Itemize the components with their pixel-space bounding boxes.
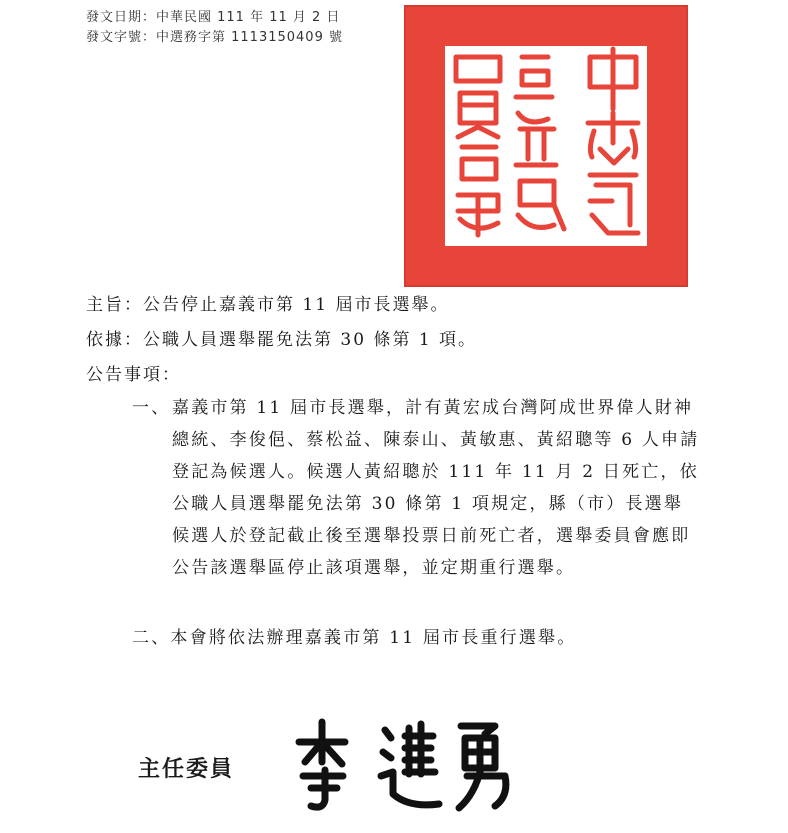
subject-line: 主旨：公告停止嘉義市第 11 屆市長選舉。 — [86, 295, 450, 315]
items-heading: 公告事項： — [86, 365, 181, 385]
item-number: 一、 — [132, 398, 171, 418]
basis-line: 依據：公職人員選舉罷免法第 30 條第 1 項。 — [86, 330, 478, 350]
item-text: 嘉義市第 11 屆市長選舉，計有黃宏成台灣阿成世界偉人財神總統、李俊俋、蔡松益、陳泰山、黃敏惠、黃紹聰等 6 人申請登記為候選人。候選人黃紹聰於 111 年 11 月 2 日死亡，依公職人員選舉罷免法第 30 條第 1 項規定，縣（市）長選舉候選人於登記截止後至選舉投票日前死亡者，選舉委員會應即公告該選舉區停止該項選舉，並定期重行選舉。 — [172, 398, 700, 578]
issue-date: 發文日期：中華民國 111 年 11 月 2 日 — [86, 10, 341, 25]
issue-number: 發文字號：中選務字第 1113150409 號 — [86, 30, 343, 45]
official-seal — [404, 5, 688, 287]
item-text: 本會將依法辦理嘉義市第 11 屆市長重行選舉。 — [170, 628, 577, 648]
handwritten-signature — [285, 712, 535, 822]
signatory-title: 主任委員 — [138, 757, 235, 782]
document-meta — [86, 8, 343, 48]
item-number: 二、 — [132, 628, 171, 648]
seal-glyphs — [404, 5, 688, 287]
announcement-item-2 — [132, 622, 576, 654]
